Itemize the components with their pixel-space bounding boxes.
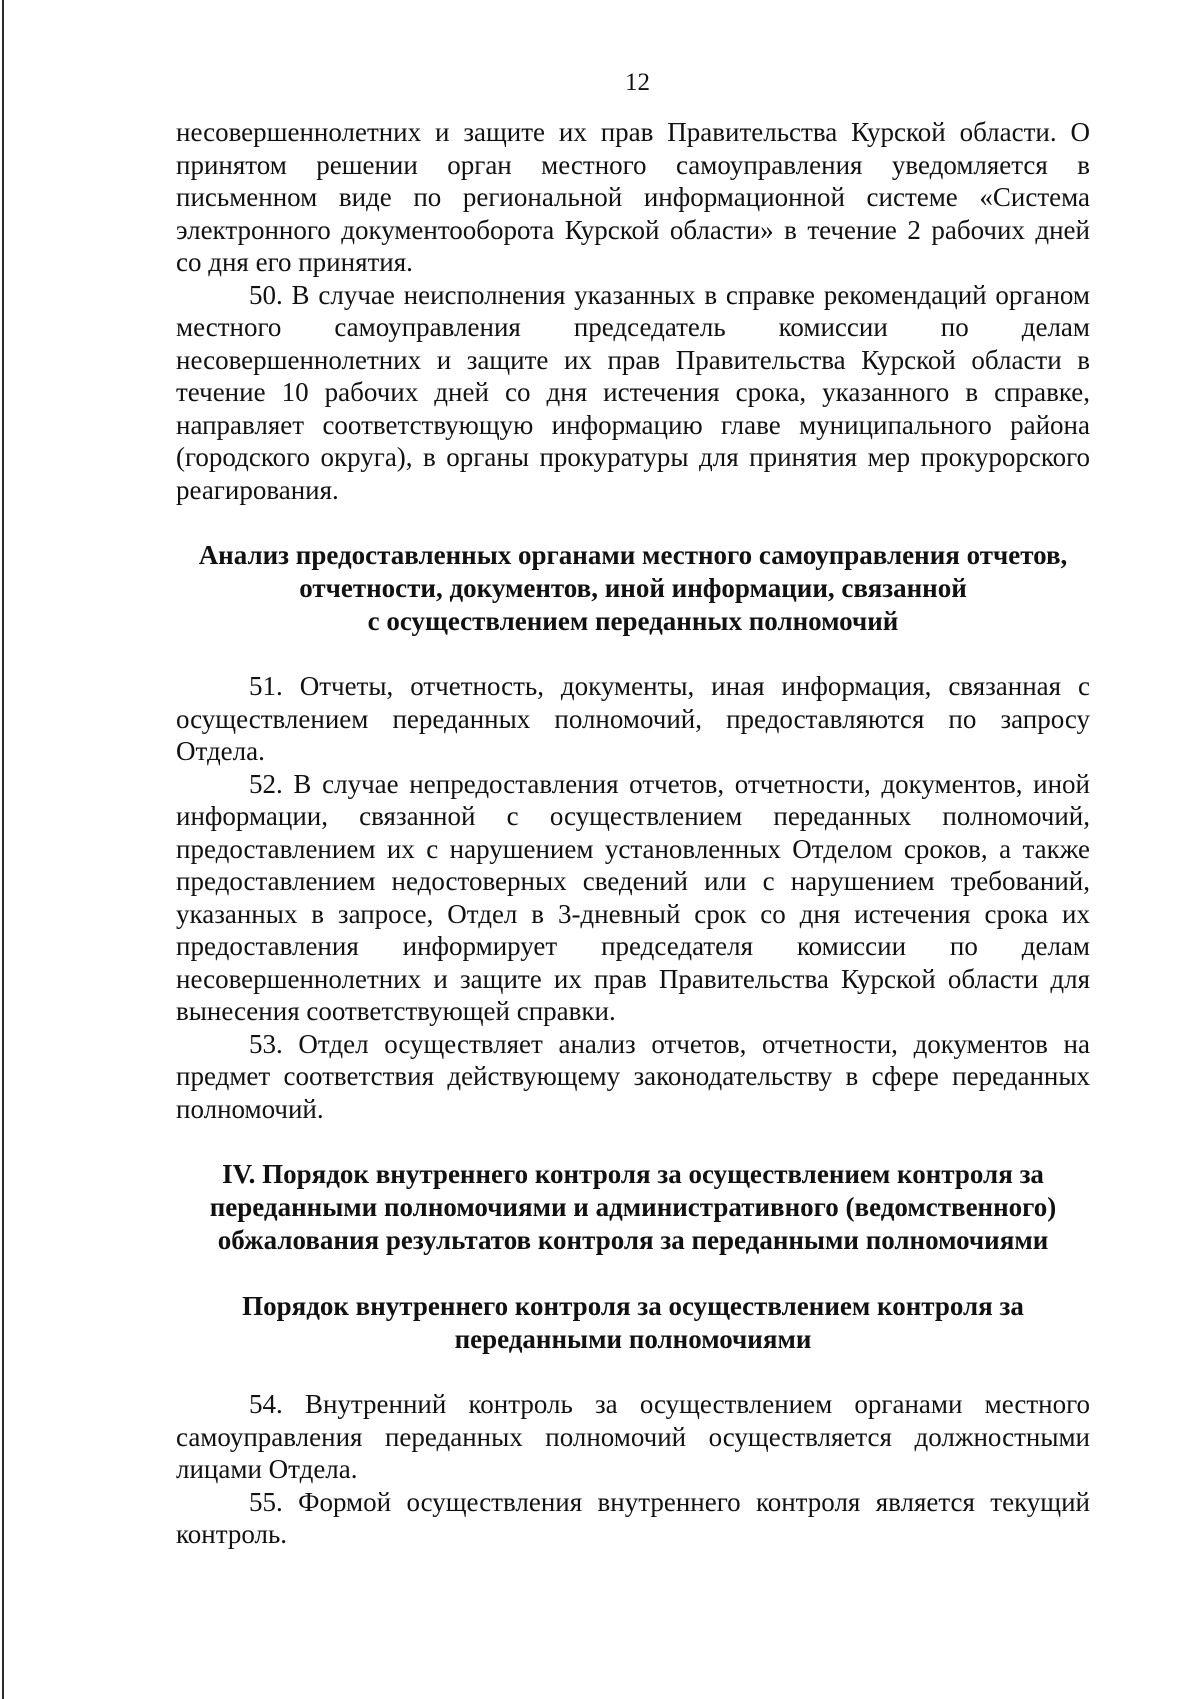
heading-section-iv-line-3: обжалования результатов контроля за переданными полномочиями	[217, 1225, 1049, 1255]
heading-analysis-line-1: Анализ предоставленных органами местного самоуправления отчетов,	[198, 540, 1068, 570]
heading-section-iv-line-2: переданными полномочиями и административного (ведомственного)	[209, 1192, 1057, 1222]
paragraph-54: 54. Внутренний контроль за осуществлением органами местного самоуправления переданных полномочий осуществляется должностными лицами Отдела.	[176, 1389, 1090, 1484]
document-body	[176, 116, 1090, 1551]
paragraph-52: 52. В случае непредоставления отчетов, отчетности, документов, иной информации, связанной с осуществлением переданных полномочий, предоставлением их с нарушением установленных Отделом сроков, а также предоставлением недостоверных сведений или с нарушением требований, указанных в запросе, Отдел в 3-дневный срок со дня истечения срока их предоставления информирует председателя комиссии по делам несовершеннолетних и защите их прав Правительства Курской области для вынесения соответствующей справки.	[176, 768, 1090, 1026]
heading-analysis-line-3: с осуществлением переданных полномочий	[367, 606, 899, 636]
heading-internal-control-line-1: Порядок внутреннего контроля за осуществлением контроля за	[242, 1291, 1024, 1321]
paragraph-53: 53. Отдел осуществляет анализ отчетов, отчетности, документов на предмет соответствия действующему законодательству в сфере переданных полномочий.	[176, 1028, 1090, 1124]
heading-section-iv-line-1: IV. Порядок внутреннего контроля за осуществлением контроля за	[222, 1159, 1044, 1189]
heading-analysis-line-2: отчетности, документов, иной информации, связанной	[299, 573, 967, 603]
page-number: 12	[625, 69, 650, 96]
heading-internal-control	[176, 1290, 1090, 1356]
scan-edge	[2, 0, 4, 1699]
paragraph-55: 55. Формой осуществления внутреннего контроля является текущий контроль.	[176, 1486, 1090, 1549]
paragraph-51: 51. Отчеты, отчетность, документы, иная информация, связанная с осуществлением переданных полномочий, предоставляются по запросу Отдела.	[176, 671, 1090, 766]
heading-section-iv	[176, 1158, 1090, 1257]
paragraph-intro: несовершеннолетних и защите их прав Правительства Курской области. О принятом решении орган местного самоуправления уведомляется в письменном виде по региональной информационной системе «Система электронного документооборота Курской области» в течение 2 рабочих дней со дня его принятия.	[176, 117, 1090, 277]
heading-internal-control-line-2: переданными полномочиями	[454, 1324, 812, 1354]
heading-analysis	[176, 539, 1090, 638]
paragraph-50: 50. В случае неисполнения указанных в справке рекомендаций органом местного самоуправления председатель комиссии по делам несовершеннолетних и защите их прав Правительства Курской области в течение 10 рабочих дней со дня истечения срока, указанного в справке, направляет соответствующую информацию главе муниципального района (городского округа), в органы прокуратуры для принятия мер прокурорского реагирования.	[176, 279, 1090, 505]
